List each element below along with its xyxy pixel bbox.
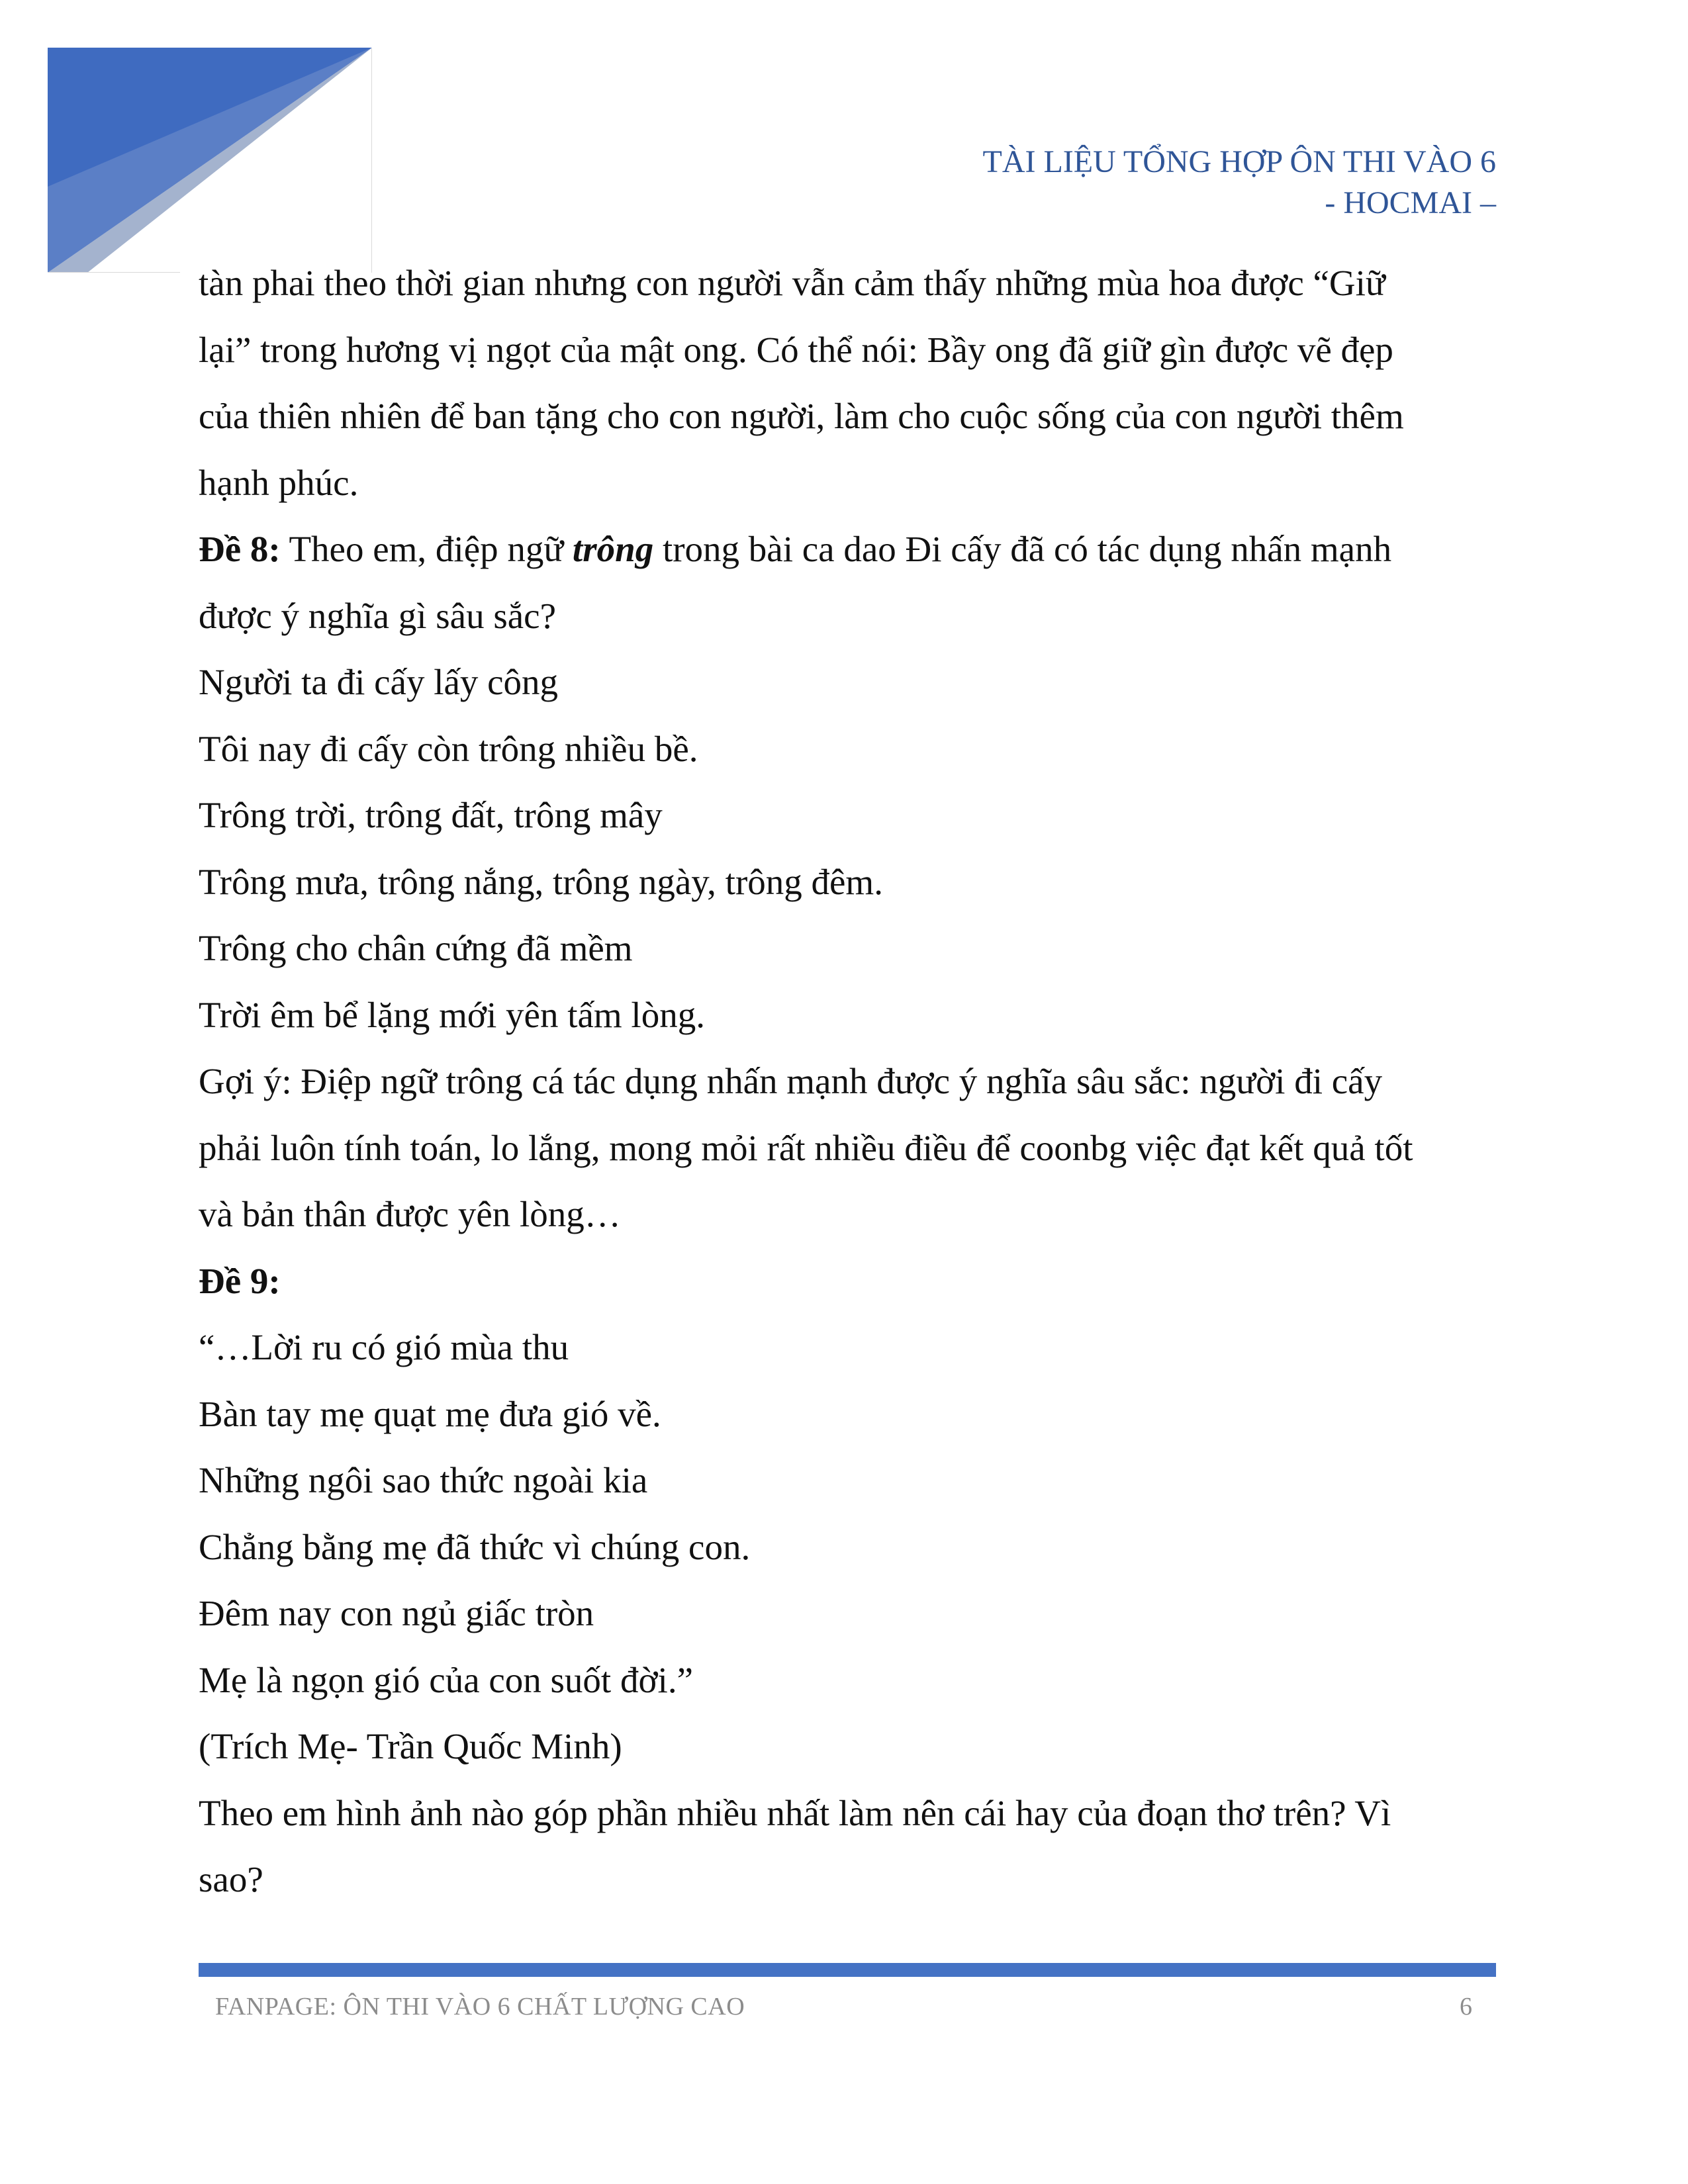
question-line: Theo em hình ảnh nào góp phần nhiều nhất làm nên cái hay của đoạn thơ trên? Vì [199,1792,1391,1833]
corner-decoration [48,48,372,273]
document-body [199,250,1496,1913]
question-8-keyword: trông [572,529,654,569]
question-8-text-a: Theo em, điệp ngữ [280,529,573,569]
poem-line: Đêm nay con ngủ giấc tròn [199,1593,594,1633]
question-line: sao? [199,1859,263,1899]
header-subtitle: - HOCMAI – [1325,185,1496,220]
poem-line: Trời êm bể lặng mới yên tấm lòng. [199,994,705,1035]
poem-line: Tôi nay đi cấy còn trông nhiều bề. [199,728,698,769]
question-8 [199,516,1496,583]
page-number: 6 [1460,1993,1472,2021]
poem-line: Mẹ là ngọn gió của con suốt đời.” [199,1659,693,1700]
hint-line: Gợi ý: Điệp ngữ trông cá tác dụng nhấn mạnh được ý nghĩa sâu sắc: người đi cấy [199,1061,1383,1101]
question-8-line2: được ý nghĩa gì sâu sắc? [199,595,556,636]
paragraph-line: lại” trong hương vị ngọt của mật ong. Có thể nói: Bầy ong đã giữ gìn được vẽ đẹp [199,329,1393,370]
poem-line: Chẳng bằng mẹ đã thức vì chúng con. [199,1526,751,1567]
poem-source: (Trích Mẹ- Trần Quốc Minh) [199,1726,622,1766]
poem-line: Trông trời, trông đất, trông mây [199,795,663,835]
paragraph-line: của thiên nhiên để ban tặng cho con người, làm cho cuộc sống của con người thêm [199,396,1404,436]
poem-line: Bàn tay mẹ quạt mẹ đưa gió về. [199,1393,661,1434]
poem-line: Trông mưa, trông nắng, trông ngày, trông đêm. [199,861,883,902]
paragraph-line: hạnh phúc. [199,462,359,503]
poem-line: Trông cho chân cứng đã mềm [199,928,633,968]
question-8-text-b: trong bài ca dao Đi cấy đã có tác dụng nhấn mạnh [653,529,1392,569]
paragraph-line: tàn phai theo thời gian nhưng con người vẫn cảm thấy những mùa hoa được “Giữ [199,263,1385,303]
hint-line: phải luôn tính toán, lo lắng, mong mỏi rất nhiều điều để coonbg việc đạt kết quả tốt [199,1127,1413,1168]
question-8-label: Đề 8: [199,529,281,569]
poem-line: Những ngôi sao thức ngoài kia [199,1460,648,1500]
question-9-label: Đề 9: [199,1260,281,1301]
page-header [983,142,1497,224]
hint-line: và bản thân được yên lòng… [199,1194,621,1234]
poem-line: Người ta đi cấy lấy công [199,662,559,702]
footer-divider [199,1963,1496,1977]
footer-fanpage: FANPAGE: ÔN THI VÀO 6 CHẤT LƯỢNG CAO [215,1993,745,2021]
header-title: TÀI LIỆU TỔNG HỢP ÔN THI VÀO 6 [982,144,1496,179]
poem-line: “…Lời ru có gió mùa thu [199,1327,569,1367]
